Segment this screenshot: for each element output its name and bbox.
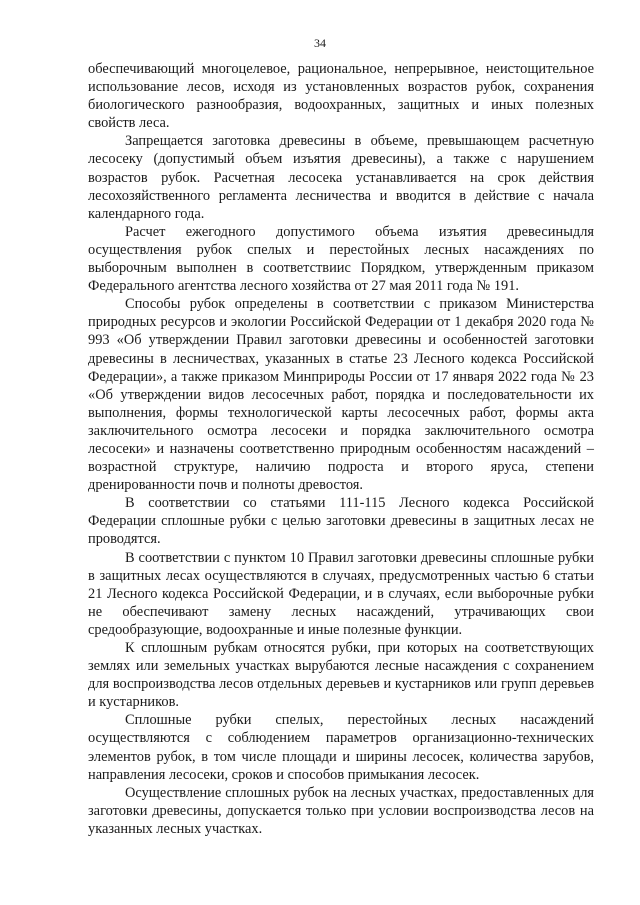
document-body	[88, 60, 594, 838]
paragraph-annual-volume-calculation: Расчет ежегодного допустимого объема изъятия древесиныдля осуществления рубок спелых и перестойных лесных насаждениях по выборочным выполнен в соответствиис Порядком, утвержденным приказом Федерального агентства лесного хозяйства от 27 мая 2011 года № 191.	[88, 223, 594, 295]
paragraph-protective-forests: В соответствии со статьями 111-115 Лесного кодекса Российской Федерации сплошные рубки с целью заготовки древесины в защитных лесах не проводятся.	[88, 495, 594, 548]
paragraph-felling-methods: Способы рубок определены в соответствии с приказом Министерства природных ресурсов и экологии Российской Федерации от 1 декабря 2020 года № 993 «Об утверждении Правил заготовки древесины и особенностей заготовки древесины в лесничествах, указанных в статье 23 Лесного кодекса Российской Федерации», а также приказом Минприроды России от 17 января 2022 года № 23 «Об утверждении видов лесосечных работ, порядка и последовательности их выполнения, формы технологической карты лесосечных работ, формы акта заключительного осмотра лесосеки и порядка заключительного осмотра лесосеки» и назначены соответственно природным особенностям насаждений – возрастной структуре, наличию подроста и второго яруса, степени дренированности почв и полноты древостоя.	[88, 296, 594, 494]
paragraph-clear-felling-cases: В соответствии с пунктом 10 Правил заготовки древесины сплошные рубки в защитных лесах осуществляются в случаях, предусмотренных частью 6 статьи 21 Лесного кодекса Российской Федерации, и в случаях, если выборочные рубки не обеспечивают замену лесных насаждений, утрачивающих свои средообразующие, водоохранные и иные полезные функции.	[88, 549, 594, 638]
paragraph-harvest-limit: Запрещается заготовка древесины в объеме, превышающем расчетную лесосеку (допустимый объем изъятия древесины), а также с нарушением возрастов рубок. Расчетная лесосека устанавливается на срок действия лесохозяйственного регламента лесничества и вводится в действие с начала календарного года.	[88, 133, 594, 222]
paragraph-continuation: обеспечивающий многоцелевое, рациональное, непрерывное, неистощительное использование лесов, исходя из установленных возрастов рубок, сохранения биологического разнообразия, водоохранных, защитных и иных полезных свойств леса.	[88, 61, 594, 132]
page-number: 34	[314, 36, 326, 50]
paragraph-reforestation-condition: Осуществление сплошных рубок на лесных участках, предоставленных для заготовки древесины, допускается только при условии воспроизводства лесов на указанных лесных участках.	[88, 784, 594, 837]
paragraph-clear-felling-definition: К сплошным рубкам относятся рубки, при которых на соответствующих землях или земельных участках вырубаются лесные насаждения с сохранением для воспроизводства лесов отдельных деревьев и кустарников или групп деревьев и кустарников.	[88, 640, 594, 711]
paragraph-clear-felling-parameters: Сплошные рубки спелых, перестойных лесных насаждений осуществляются с соблюдением параметров организационно-технических элементов рубок, в том числе площади и ширины лесосек, количества зарубов, направления лесосеки, сроков и способов примыкания лесосек.	[88, 712, 594, 783]
